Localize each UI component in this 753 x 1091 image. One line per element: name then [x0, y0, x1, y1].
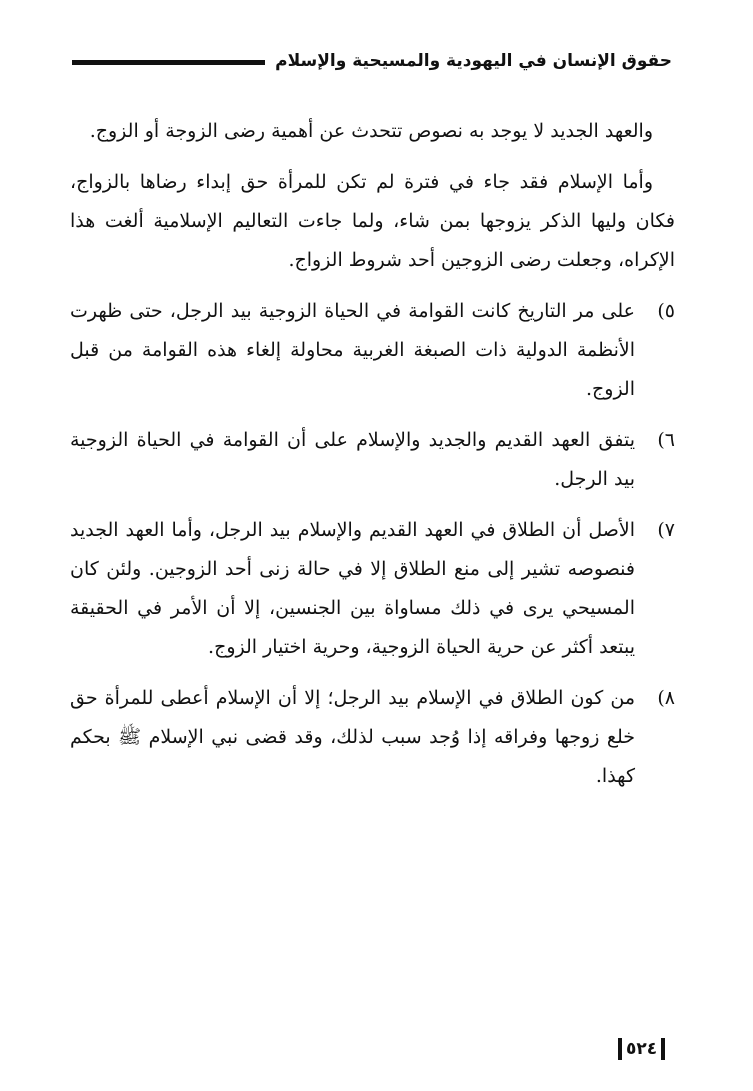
item-text: يتفق العهد القديم والجديد والإسلام على أن القوامة في الحياة الزوجية بيد الرجل.	[70, 429, 635, 490]
item-number: ٨)	[657, 687, 675, 709]
item-text: على مر التاريخ كانت القوامة في الحياة الزوجية بيد الرجل، حتى ظهرت الأنظمة الدولية ذات الصبغة الغربية محاولة إلغاء هذه القوامة من قبل الزوج.	[70, 300, 635, 400]
paragraph: وأما الإسلام فقد جاء في فترة لم تكن للمرأة حق إبداء رضاها بالزواج، فكان وليها الذكر يزوجها بمن شاء، ولما جاءت التعاليم الإسلامية ألغت هذا الإكراه، وجعلت رضى الزوجين أحد شروط الزواج.	[70, 171, 675, 271]
running-header	[72, 44, 672, 78]
header-rule	[72, 60, 265, 65]
running-header-title: حقوق الإنسان في اليهودية والمسيحية والإسلام	[275, 51, 672, 71]
page-number-text: ٥٢٤	[626, 1039, 658, 1059]
item-text: الأصل أن الطلاق في العهد القديم والإسلام بيد الرجل، وأما العهد الجديد فنصوصه تشير إلى منع الطلاق إلا في حالة زنى أحد الزوجين. ولئن كان المسيحي يرى في ذلك مساواة بين الجنسين، إلا أن الأمر في الحقيقة يبتعد أكثر عن حرية الحياة الزوجية، وحرية اختيار الزوج.	[70, 519, 635, 658]
item-number: ٥)	[657, 300, 675, 322]
numbered-item	[70, 511, 675, 667]
paragraph: والعهد الجديد لا يوجد به نصوص تتحدث عن أهمية رضى الزوجة أو الزوج.	[89, 120, 653, 142]
page-number-bar-left	[618, 1038, 622, 1060]
item-text: من كون الطلاق في الإسلام بيد الرجل؛ إلا أن الإسلام أعطى للمرأة حق خلع زوجها وفراقه إذا وُجد سبب لذلك، وقد قضى نبي الإسلام ﷺ بحكم كهذا.	[70, 687, 635, 787]
item-number: ٧)	[657, 519, 675, 541]
page-number-bar-right	[661, 1038, 665, 1060]
page-body	[70, 112, 675, 808]
page-number	[618, 1036, 665, 1062]
item-number: ٦)	[657, 429, 675, 451]
numbered-item	[70, 679, 675, 796]
numbered-item	[70, 292, 675, 409]
numbered-item	[70, 421, 675, 499]
